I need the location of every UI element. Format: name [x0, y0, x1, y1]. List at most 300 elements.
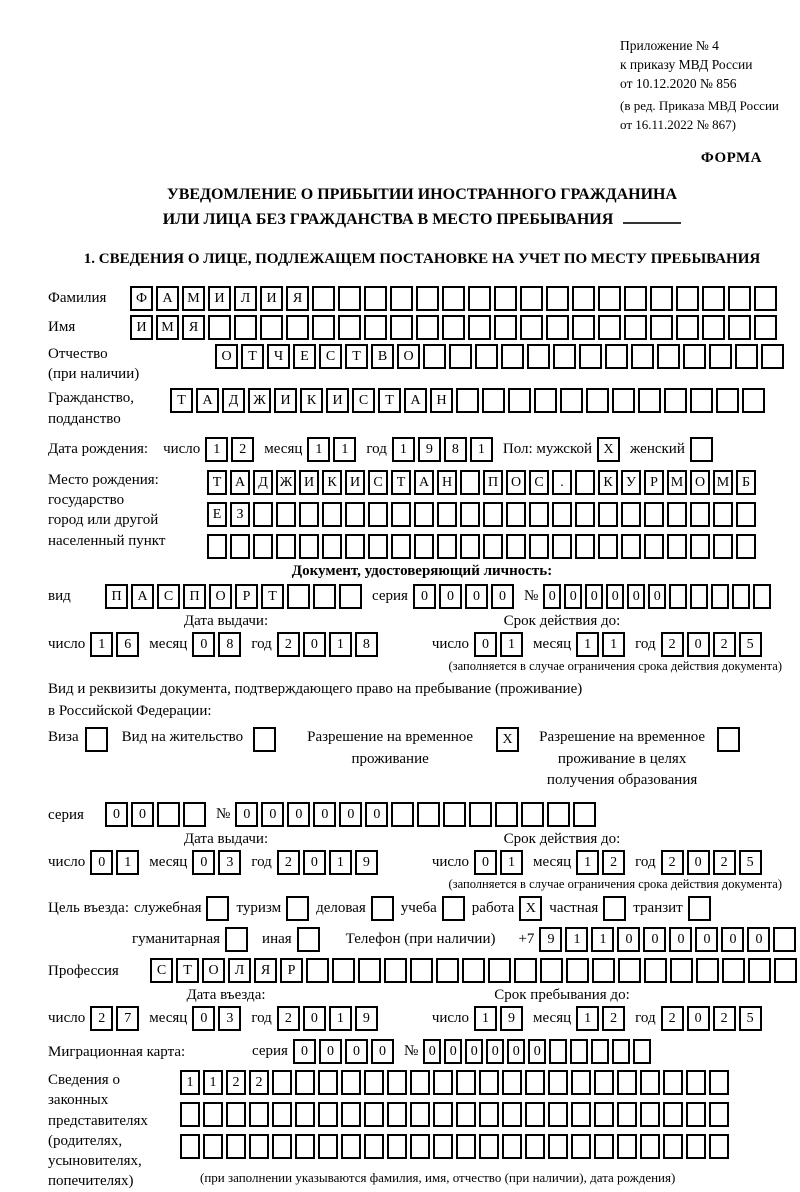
form-cell[interactable]: [488, 958, 511, 983]
form-cell[interactable]: 0: [507, 1039, 525, 1064]
form-cell[interactable]: [157, 802, 180, 827]
form-cell[interactable]: [364, 315, 387, 340]
form-cell[interactable]: 0: [303, 632, 326, 657]
form-cell[interactable]: [644, 534, 664, 559]
form-cell[interactable]: [414, 502, 434, 527]
form-cell[interactable]: Л: [234, 286, 257, 311]
form-cell[interactable]: [690, 502, 710, 527]
form-cell[interactable]: [546, 315, 569, 340]
form-cell[interactable]: [253, 534, 273, 559]
form-cell[interactable]: [364, 286, 387, 311]
form-cell[interactable]: Е: [207, 502, 227, 527]
form-cell[interactable]: [416, 286, 439, 311]
form-cell[interactable]: [410, 958, 433, 983]
form-cell[interactable]: 5: [739, 850, 762, 875]
form-cell[interactable]: 1: [90, 632, 113, 657]
form-cell[interactable]: [631, 344, 654, 369]
form-cell[interactable]: 0: [413, 584, 436, 609]
form-cell[interactable]: [736, 534, 756, 559]
form-cell[interactable]: М: [182, 286, 205, 311]
form-cell[interactable]: [318, 1102, 338, 1127]
form-cell[interactable]: Ж: [276, 470, 296, 495]
form-cell[interactable]: [456, 1134, 476, 1159]
form-cell[interactable]: [527, 344, 550, 369]
form-cell[interactable]: [312, 286, 335, 311]
form-cell[interactable]: [338, 286, 361, 311]
form-cell[interactable]: [598, 502, 618, 527]
form-cell[interactable]: [312, 315, 335, 340]
form-cell[interactable]: [368, 502, 388, 527]
form-cell[interactable]: [226, 1134, 246, 1159]
form-cell[interactable]: [690, 388, 713, 413]
form-cell[interactable]: [572, 286, 595, 311]
form-cell[interactable]: 1: [329, 1006, 352, 1031]
form-cell[interactable]: 1: [565, 927, 588, 952]
form-cell[interactable]: М: [667, 470, 687, 495]
form-cell[interactable]: [709, 1134, 729, 1159]
form-cell[interactable]: [390, 286, 413, 311]
form-cell[interactable]: 0: [465, 584, 488, 609]
form-cell[interactable]: 1: [205, 437, 228, 462]
form-cell[interactable]: [313, 584, 336, 609]
form-cell[interactable]: О: [215, 344, 238, 369]
form-cell[interactable]: 0: [90, 850, 113, 875]
form-cell[interactable]: А: [414, 470, 434, 495]
form-cell[interactable]: [368, 534, 388, 559]
form-cell[interactable]: [506, 534, 526, 559]
form-cell[interactable]: [548, 1102, 568, 1127]
form-cell[interactable]: [664, 388, 687, 413]
form-cell[interactable]: [358, 958, 381, 983]
form-cell[interactable]: [670, 958, 693, 983]
form-cell[interactable]: [249, 1134, 269, 1159]
form-cell[interactable]: [341, 1134, 361, 1159]
form-cell[interactable]: [442, 315, 465, 340]
form-cell[interactable]: [575, 470, 595, 495]
form-cell[interactable]: [502, 1134, 522, 1159]
form-cell[interactable]: [690, 534, 710, 559]
form-cell[interactable]: [617, 1070, 637, 1095]
form-cell[interactable]: 1: [500, 632, 523, 657]
form-cell[interactable]: [617, 1134, 637, 1159]
form-cell[interactable]: П: [105, 584, 128, 609]
form-cell[interactable]: 7: [116, 1006, 139, 1031]
form-cell[interactable]: [410, 1102, 430, 1127]
form-cell[interactable]: [529, 502, 549, 527]
form-cell[interactable]: 0: [371, 1039, 394, 1064]
form-cell[interactable]: [713, 502, 733, 527]
form-cell[interactable]: [417, 802, 440, 827]
form-cell[interactable]: [690, 584, 708, 609]
form-cell[interactable]: С: [352, 388, 375, 413]
form-cell[interactable]: [306, 958, 329, 983]
form-cell[interactable]: X: [496, 727, 519, 752]
form-cell[interactable]: У: [621, 470, 641, 495]
form-cell[interactable]: [742, 388, 765, 413]
form-cell[interactable]: [640, 1102, 660, 1127]
form-cell[interactable]: 5: [739, 632, 762, 657]
form-cell[interactable]: [423, 344, 446, 369]
form-cell[interactable]: [460, 534, 480, 559]
form-cell[interactable]: 1: [307, 437, 330, 462]
form-cell[interactable]: 2: [661, 1006, 684, 1031]
form-cell[interactable]: [508, 388, 531, 413]
form-cell[interactable]: [437, 502, 457, 527]
form-cell[interactable]: [621, 502, 641, 527]
form-cell[interactable]: [449, 344, 472, 369]
form-cell[interactable]: 0: [287, 802, 310, 827]
form-cell[interactable]: 0: [687, 632, 710, 657]
form-cell[interactable]: [287, 584, 310, 609]
form-cell[interactable]: [702, 286, 725, 311]
form-cell[interactable]: 1: [474, 1006, 497, 1031]
form-cell[interactable]: 1: [329, 632, 352, 657]
form-cell[interactable]: С: [368, 470, 388, 495]
form-cell[interactable]: 1: [576, 850, 599, 875]
form-cell[interactable]: 0: [192, 850, 215, 875]
form-cell[interactable]: М: [713, 470, 733, 495]
form-cell[interactable]: [410, 1070, 430, 1095]
form-cell[interactable]: [272, 1102, 292, 1127]
form-cell[interactable]: [295, 1134, 315, 1159]
form-cell[interactable]: [618, 958, 641, 983]
form-cell[interactable]: С: [319, 344, 342, 369]
form-cell[interactable]: [260, 315, 283, 340]
form-cell[interactable]: 0: [585, 584, 603, 609]
form-cell[interactable]: [566, 958, 589, 983]
form-cell[interactable]: [594, 1070, 614, 1095]
form-cell[interactable]: 0: [643, 927, 666, 952]
form-cell[interactable]: 2: [713, 1006, 736, 1031]
form-cell[interactable]: X: [597, 437, 620, 462]
form-cell[interactable]: [546, 286, 569, 311]
form-cell[interactable]: [761, 344, 784, 369]
form-cell[interactable]: [605, 344, 628, 369]
form-cell[interactable]: [683, 344, 706, 369]
form-cell[interactable]: [709, 1102, 729, 1127]
form-cell[interactable]: [460, 470, 480, 495]
form-cell[interactable]: 2: [277, 850, 300, 875]
form-cell[interactable]: [456, 1070, 476, 1095]
form-cell[interactable]: 0: [491, 584, 514, 609]
form-cell[interactable]: 0: [721, 927, 744, 952]
form-cell[interactable]: А: [404, 388, 427, 413]
form-cell[interactable]: [754, 315, 777, 340]
form-cell[interactable]: [387, 1134, 407, 1159]
form-cell[interactable]: [391, 502, 411, 527]
form-cell[interactable]: [436, 958, 459, 983]
form-cell[interactable]: [442, 286, 465, 311]
form-cell[interactable]: [276, 502, 296, 527]
form-cell[interactable]: [322, 502, 342, 527]
form-cell[interactable]: 0: [313, 802, 336, 827]
form-cell[interactable]: 0: [261, 802, 284, 827]
form-cell[interactable]: 0: [543, 584, 561, 609]
form-cell[interactable]: 0: [606, 584, 624, 609]
form-cell[interactable]: [624, 315, 647, 340]
form-cell[interactable]: [667, 534, 687, 559]
form-cell[interactable]: [501, 344, 524, 369]
form-cell[interactable]: М: [156, 315, 179, 340]
form-cell[interactable]: [494, 286, 517, 311]
form-cell[interactable]: [592, 958, 615, 983]
form-cell[interactable]: 2: [713, 632, 736, 657]
form-cell[interactable]: [475, 344, 498, 369]
form-cell[interactable]: [663, 1070, 683, 1095]
form-cell[interactable]: [644, 502, 664, 527]
form-cell[interactable]: 1: [392, 437, 415, 462]
form-cell[interactable]: [696, 958, 719, 983]
form-cell[interactable]: [506, 502, 526, 527]
form-cell[interactable]: 0: [687, 1006, 710, 1031]
form-cell[interactable]: [520, 286, 543, 311]
form-cell[interactable]: [525, 1102, 545, 1127]
form-cell[interactable]: [717, 727, 740, 752]
form-cell[interactable]: [332, 958, 355, 983]
form-cell[interactable]: [644, 958, 667, 983]
form-cell[interactable]: [594, 1102, 614, 1127]
form-cell[interactable]: 2: [226, 1070, 246, 1095]
form-cell[interactable]: [736, 502, 756, 527]
form-cell[interactable]: [650, 286, 673, 311]
form-cell[interactable]: 0: [303, 850, 326, 875]
form-cell[interactable]: [728, 286, 751, 311]
form-cell[interactable]: [621, 534, 641, 559]
form-cell[interactable]: Ж: [248, 388, 271, 413]
form-cell[interactable]: [322, 534, 342, 559]
form-cell[interactable]: [502, 1070, 522, 1095]
form-cell[interactable]: [226, 1102, 246, 1127]
form-cell[interactable]: [249, 1102, 269, 1127]
form-cell[interactable]: [180, 1102, 200, 1127]
form-cell[interactable]: Е: [293, 344, 316, 369]
form-cell[interactable]: [570, 1039, 588, 1064]
form-cell[interactable]: [253, 502, 273, 527]
form-cell[interactable]: 0: [345, 1039, 368, 1064]
form-cell[interactable]: 9: [539, 927, 562, 952]
form-cell[interactable]: [686, 1070, 706, 1095]
form-cell[interactable]: [433, 1134, 453, 1159]
form-cell[interactable]: 3: [218, 850, 241, 875]
form-cell[interactable]: [676, 286, 699, 311]
form-cell[interactable]: [709, 1070, 729, 1095]
form-cell[interactable]: Л: [228, 958, 251, 983]
form-cell[interactable]: [663, 1102, 683, 1127]
form-cell[interactable]: 2: [231, 437, 254, 462]
form-cell[interactable]: [735, 344, 758, 369]
form-cell[interactable]: 0: [564, 584, 582, 609]
form-cell[interactable]: 0: [131, 802, 154, 827]
form-cell[interactable]: [713, 534, 733, 559]
form-cell[interactable]: [640, 1134, 660, 1159]
form-cell[interactable]: [579, 344, 602, 369]
form-cell[interactable]: [416, 315, 439, 340]
form-cell[interactable]: Т: [207, 470, 227, 495]
form-cell[interactable]: [272, 1070, 292, 1095]
form-cell[interactable]: П: [183, 584, 206, 609]
form-cell[interactable]: [390, 315, 413, 340]
form-cell[interactable]: [667, 502, 687, 527]
form-cell[interactable]: [640, 1070, 660, 1095]
form-cell[interactable]: [225, 927, 248, 952]
form-cell[interactable]: [547, 802, 570, 827]
form-cell[interactable]: [295, 1102, 315, 1127]
form-cell[interactable]: [234, 315, 257, 340]
form-cell[interactable]: 0: [687, 850, 710, 875]
form-cell[interactable]: [456, 1102, 476, 1127]
form-cell[interactable]: [371, 896, 394, 921]
form-cell[interactable]: [479, 1134, 499, 1159]
form-cell[interactable]: [525, 1134, 545, 1159]
form-cell[interactable]: 0: [105, 802, 128, 827]
form-cell[interactable]: И: [299, 470, 319, 495]
form-cell[interactable]: О: [202, 958, 225, 983]
form-cell[interactable]: Т: [176, 958, 199, 983]
form-cell[interactable]: [624, 286, 647, 311]
form-cell[interactable]: [638, 388, 661, 413]
form-cell[interactable]: 1: [329, 850, 352, 875]
form-cell[interactable]: [339, 584, 362, 609]
form-cell[interactable]: [253, 727, 276, 752]
form-cell[interactable]: [732, 584, 750, 609]
form-cell[interactable]: 0: [444, 1039, 462, 1064]
form-cell[interactable]: [709, 344, 732, 369]
form-cell[interactable]: [686, 1102, 706, 1127]
form-cell[interactable]: 9: [500, 1006, 523, 1031]
form-cell[interactable]: [573, 802, 596, 827]
form-cell[interactable]: 0: [528, 1039, 546, 1064]
form-cell[interactable]: [180, 1134, 200, 1159]
form-cell[interactable]: Я: [286, 286, 309, 311]
form-cell[interactable]: [594, 1134, 614, 1159]
form-cell[interactable]: [433, 1102, 453, 1127]
form-cell[interactable]: 0: [695, 927, 718, 952]
form-cell[interactable]: [502, 1102, 522, 1127]
form-cell[interactable]: [341, 1102, 361, 1127]
form-cell[interactable]: [571, 1102, 591, 1127]
form-cell[interactable]: [617, 1102, 637, 1127]
form-cell[interactable]: [633, 1039, 651, 1064]
form-cell[interactable]: [364, 1102, 384, 1127]
form-cell[interactable]: [183, 802, 206, 827]
form-cell[interactable]: 0: [423, 1039, 441, 1064]
form-cell[interactable]: [364, 1070, 384, 1095]
form-cell[interactable]: [299, 502, 319, 527]
form-cell[interactable]: О: [506, 470, 526, 495]
form-cell[interactable]: И: [345, 470, 365, 495]
form-cell[interactable]: [483, 502, 503, 527]
form-cell[interactable]: [591, 1039, 609, 1064]
form-cell[interactable]: 2: [90, 1006, 113, 1031]
form-cell[interactable]: Т: [241, 344, 264, 369]
form-cell[interactable]: [414, 534, 434, 559]
form-cell[interactable]: И: [208, 286, 231, 311]
form-cell[interactable]: 2: [277, 632, 300, 657]
form-cell[interactable]: [552, 502, 572, 527]
form-cell[interactable]: 0: [669, 927, 692, 952]
form-cell[interactable]: [203, 1102, 223, 1127]
form-cell[interactable]: [702, 315, 725, 340]
form-cell[interactable]: Б: [736, 470, 756, 495]
form-cell[interactable]: [286, 315, 309, 340]
form-cell[interactable]: 9: [355, 850, 378, 875]
form-cell[interactable]: [612, 1039, 630, 1064]
form-cell[interactable]: [603, 896, 626, 921]
form-cell[interactable]: [495, 802, 518, 827]
form-cell[interactable]: 0: [192, 632, 215, 657]
form-cell[interactable]: [230, 534, 250, 559]
form-cell[interactable]: 1: [576, 1006, 599, 1031]
form-cell[interactable]: С: [157, 584, 180, 609]
form-cell[interactable]: 1: [602, 632, 625, 657]
form-cell[interactable]: Т: [345, 344, 368, 369]
form-cell[interactable]: Ч: [267, 344, 290, 369]
form-cell[interactable]: [345, 502, 365, 527]
form-cell[interactable]: 8: [444, 437, 467, 462]
form-cell[interactable]: [364, 1134, 384, 1159]
form-cell[interactable]: 8: [218, 632, 241, 657]
form-cell[interactable]: [462, 958, 485, 983]
form-cell[interactable]: 0: [617, 927, 640, 952]
form-cell[interactable]: Д: [222, 388, 245, 413]
form-cell[interactable]: Р: [280, 958, 303, 983]
form-cell[interactable]: 0: [293, 1039, 316, 1064]
form-cell[interactable]: Т: [170, 388, 193, 413]
form-cell[interactable]: 1: [576, 632, 599, 657]
form-cell[interactable]: [437, 534, 457, 559]
form-cell[interactable]: 0: [439, 584, 462, 609]
form-cell[interactable]: [345, 534, 365, 559]
form-cell[interactable]: [433, 1070, 453, 1095]
form-cell[interactable]: А: [156, 286, 179, 311]
form-cell[interactable]: И: [326, 388, 349, 413]
form-cell[interactable]: 2: [661, 850, 684, 875]
form-cell[interactable]: [318, 1070, 338, 1095]
form-cell[interactable]: [753, 584, 771, 609]
form-cell[interactable]: [686, 1134, 706, 1159]
form-cell[interactable]: 0: [319, 1039, 342, 1064]
form-cell[interactable]: А: [230, 470, 250, 495]
form-cell[interactable]: [669, 584, 687, 609]
form-cell[interactable]: К: [322, 470, 342, 495]
form-cell[interactable]: [650, 315, 673, 340]
form-cell[interactable]: [469, 802, 492, 827]
form-cell[interactable]: [341, 1070, 361, 1095]
form-cell[interactable]: [571, 1134, 591, 1159]
form-cell[interactable]: [85, 727, 108, 752]
form-cell[interactable]: [575, 502, 595, 527]
form-cell[interactable]: Т: [261, 584, 284, 609]
form-cell[interactable]: 1: [333, 437, 356, 462]
form-cell[interactable]: [716, 388, 739, 413]
form-cell[interactable]: Т: [391, 470, 411, 495]
form-cell[interactable]: [387, 1102, 407, 1127]
form-cell[interactable]: [575, 534, 595, 559]
form-cell[interactable]: [338, 315, 361, 340]
form-cell[interactable]: [483, 534, 503, 559]
form-cell[interactable]: [410, 1134, 430, 1159]
form-cell[interactable]: [676, 315, 699, 340]
form-cell[interactable]: Ф: [130, 286, 153, 311]
form-cell[interactable]: Я: [182, 315, 205, 340]
form-cell[interactable]: [657, 344, 680, 369]
form-cell[interactable]: [612, 388, 635, 413]
form-cell[interactable]: 1: [500, 850, 523, 875]
form-cell[interactable]: [387, 1070, 407, 1095]
form-cell[interactable]: [297, 927, 320, 952]
form-cell[interactable]: 2: [249, 1070, 269, 1095]
form-cell[interactable]: [598, 286, 621, 311]
